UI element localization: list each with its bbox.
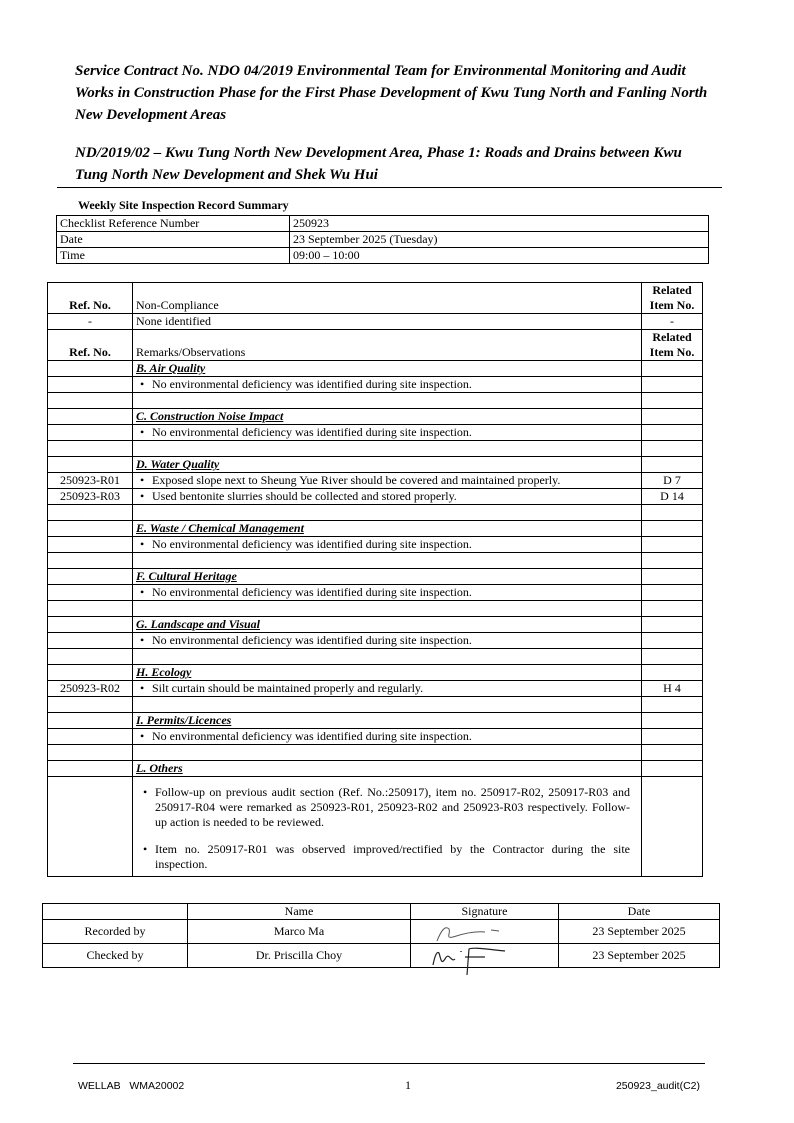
summary-value: 23 September 2025 (Tuesday) [290,232,709,248]
observation-row [48,489,703,505]
observation-text: • Exposed slope next to Sheung Yue River should be covered and maintained properly. [133,473,642,489]
noncompliance-row [48,314,703,330]
ref-cell [48,585,133,601]
ref-cell [48,729,133,745]
spacer-row [48,601,703,617]
observation-text: • No environmental deficiency was identified during site inspection. [133,377,642,393]
summary-row [57,248,709,264]
spacer-row [48,649,703,665]
ref-cell [48,425,133,441]
inspection-table [47,282,703,877]
spacer-row [48,393,703,409]
signoff-header-row [43,904,720,920]
observation-row [48,537,703,553]
section-title-row [48,569,703,585]
section-title: B. Air Quality [136,361,206,375]
section-title-row [48,713,703,729]
observation-text: • No environmental deficiency was identified during site inspection. [133,585,642,601]
section-title: G. Landscape and Visual [136,617,261,631]
item-cell [642,425,703,441]
section-title-row [48,457,703,473]
section-title-row [48,361,703,377]
item-cell [642,633,703,649]
summary-label: Checklist Reference Number [57,216,290,232]
item-cell: D 14 [642,489,703,505]
noncompliance-header-row [48,283,703,314]
item-cell: - [642,314,703,330]
observation-row [48,425,703,441]
item-cell: H 4 [642,681,703,697]
related-item-header: Related Item No. [642,283,703,314]
observation-text: • Silt curtain should be maintained properly and regularly. [133,681,642,697]
section-title-row [48,409,703,425]
section-title-row [48,761,703,777]
section-title: H. Ecology [136,665,192,679]
others-item: • Item no. 250917-R01 was observed improved/rectified by the Contractor during the site inspection. [136,842,638,872]
observation-row [48,473,703,489]
ref-no-header: Ref. No. [48,330,133,361]
item-cell [642,729,703,745]
remarks-header: Remarks/Observations [133,330,642,361]
summary-label: Time [57,248,290,264]
signoff-header: Signature [411,904,559,920]
signature-image [415,921,555,943]
summary-label: Date [57,232,290,248]
footer-doc-code: WELLAB WMA20002 [78,1080,185,1092]
item-cell [642,377,703,393]
signoff-header: Date [559,904,720,920]
ref-cell [48,377,133,393]
signoff-date: 23 September 2025 [559,944,720,968]
ref-cell: - [48,314,133,330]
summary-value: 250923 [290,216,709,232]
spacer-row [48,697,703,713]
observation-row [48,633,703,649]
signoff-role: Checked by [43,944,188,968]
summary-heading: Weekly Site Inspection Record Summary [78,198,289,212]
ref-cell: 250923-R01 [48,473,133,489]
header-divider [57,187,722,188]
others-row [48,777,703,877]
observation-text: • No environmental deficiency was identified during site inspection. [133,537,642,553]
ref-cell [48,537,133,553]
observation-row [48,585,703,601]
observation-row [48,377,703,393]
item-cell [642,585,703,601]
noncompliance-text: None identified [133,314,642,330]
summary-value: 09:00 – 10:00 [290,248,709,264]
spacer-row [48,441,703,457]
spacer-row [48,553,703,569]
ref-cell [48,633,133,649]
sections-body [48,361,703,761]
signature-cell [411,944,559,968]
ref-cell: 250923-R03 [48,489,133,505]
signoff-date: 23 September 2025 [559,920,720,944]
observation-row [48,681,703,697]
signoff-row [43,920,720,944]
noncompliance-header: Non-Compliance [133,283,642,314]
observation-text: • No environmental deficiency was identified during site inspection. [133,633,642,649]
summary-row [57,216,709,232]
related-item-header: Related Item No. [642,330,703,361]
signoff-row [43,944,720,968]
others-item: • Follow-up on previous audit section (Ref. No.:250917), item no. 250917-R02, 250917-R03 and 250917-R04 were remarked as 250923-R01, 250923-R02 and 250923-R03 respectively. Follow-up action is needed to be reviewed. [136,785,638,830]
ref-cell: 250923-R02 [48,681,133,697]
item-cell [642,537,703,553]
signoff-role: Recorded by [43,920,188,944]
project-title: ND/2019/02 – Kwu Tung North New Development Area, Phase 1: Roads and Drains between Kwu Tung North New Development and Shek Wu Hui [75,145,682,183]
section-title: I. Permits/Licences [136,713,232,727]
item-cell: D 7 [642,473,703,489]
section-title-row [48,521,703,537]
signoff-name: Dr. Priscilla Choy [188,944,411,968]
ref-no-header: Ref. No. [48,283,133,314]
observation-text: • Used bentonite slurries should be collected and stored properly. [133,489,642,505]
observation-text: • No environmental deficiency was identified during site inspection. [133,729,642,745]
signoff-table [42,903,720,968]
section-title-row [48,665,703,681]
spacer-row [48,505,703,521]
footer-divider [73,1063,705,1064]
footer-file-ref: 250923_audit(C2) [615,1080,700,1092]
section-title-row [48,617,703,633]
signoff-header: Name [188,904,411,920]
summary-table [56,215,709,264]
page-number: 1 [405,1078,411,1092]
observation-text: • No environmental deficiency was identified during site inspection. [133,425,642,441]
signature-image [415,945,555,967]
signature-cell [411,920,559,944]
spacer-row [48,745,703,761]
section-title: D. Water Quality [136,457,220,471]
contract-title: Service Contract No. NDO 04/2019 Environmental Team for Environmental Monitoring and Audit Works in Construction Phase for the First Phase Development of Kwu Tung North and Fanling North New Development Areas [75,63,708,123]
section-title: E. Waste / Chemical Management [136,521,304,535]
signoff-name: Marco Ma [188,920,411,944]
section-title: F. Cultural Heritage [136,569,237,583]
remarks-header-row [48,330,703,361]
section-title: C. Construction Noise Impact [136,409,284,423]
summary-row [57,232,709,248]
section-title: L. Others [136,761,183,775]
signoff-header [43,904,188,920]
observation-row [48,729,703,745]
